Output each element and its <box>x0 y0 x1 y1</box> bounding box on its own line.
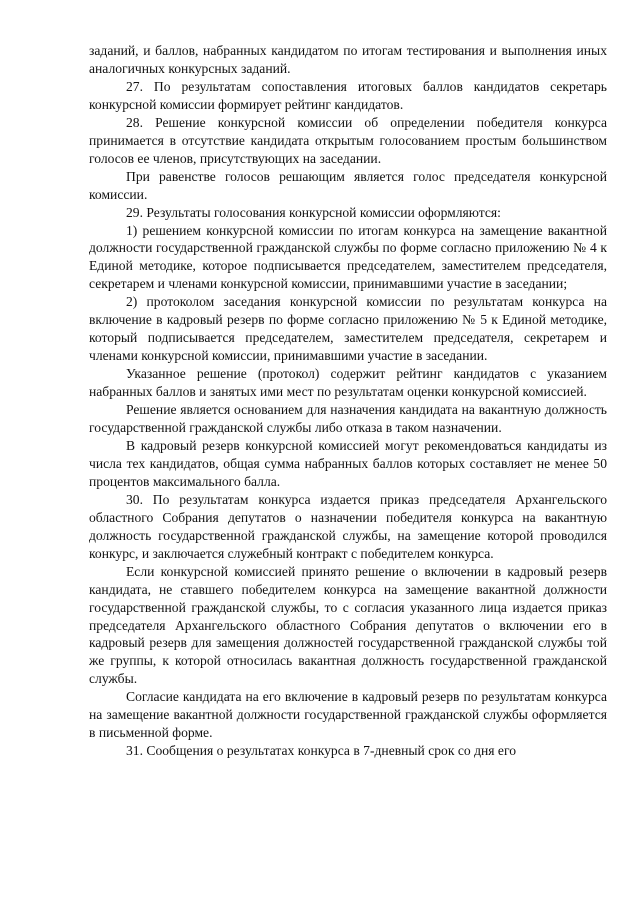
paragraph-rating: Указанное решение (протокол) содержит рейтинг кандидатов с указанием набранных баллов и занятых ими мест по результатам оценки конкурсной комиссией. <box>89 366 607 400</box>
paragraph-27: 27. По результатам сопоставления итоговых баллов кандидатов секретарь конкурсной комиссии формирует рейтинг кандидатов. <box>89 78 607 112</box>
paragraph-28: 28. Решение конкурсной комиссии об определении победителя конкурса принимается в отсутствие кандидата открытым голосованием простым большинством голосов ее членов, присутствующих на заседании. <box>89 114 607 166</box>
paragraph-29-item-1: 1) решением конкурсной комиссии по итогам конкурса на замещение вакантной должности государственной гражданской службы по форме согласно приложению № 4 к Единой методике, которое подписывается председателем, заместителем председателя, секретарем и членами конкурсной комиссии, принимавшими участие в заседании; <box>89 222 607 292</box>
paragraph-29: 29. Результаты голосования конкурсной комиссии оформляются: <box>126 204 501 220</box>
paragraph-30-consent: Согласие кандидата на его включение в кадровый резерв по результатам конкурса на замещение вакантной должности государственной гражданской службы оформляется в письменной форме. <box>89 689 607 741</box>
document-body <box>89 42 607 760</box>
paragraph-decision-basis: Решение является основанием для назначения кандидата на вакантную должность государственной гражданской службы либо отказа в таком назначении. <box>89 402 607 436</box>
paragraph-31: 31. Сообщения о результатах конкурса в 7-дневный срок со дня его <box>126 743 516 759</box>
paragraph-30: 30. По результатам конкурса издается приказ председателя Архангельского областного Собрания депутатов о назначении победителя конкурса на вакантную должность государственной гражданской службы, на замещение которой проводился конкурс, и заключается служебный контракт с победителем конкурса. <box>89 491 607 561</box>
paragraph-reserve-recommendation: В кадровый резерв конкурсной комиссией могут рекомендоваться кандидаты из числа тех кандидатов, общая сумма набранных баллов которых составляет не менее 50 процентов максимального балла. <box>89 437 607 489</box>
paragraph-29-item-2: 2) протоколом заседания конкурсной комиссии по результатам конкурса на включение в кадровый резерв по форме согласно приложению № 5 к Единой методике, который подписывается председателем, заместителем председателя, секретарем и членами конкурсной комиссии, принимавшими участие в заседании. <box>89 294 607 364</box>
paragraph-28-tie-vote: При равенстве голосов решающим является голос председателя конкурсной комиссии. <box>89 168 607 202</box>
paragraph-continuation: заданий, и баллов, набранных кандидатом по итогам тестирования и выполнения иных аналогичных конкурсных заданий. <box>89 43 607 76</box>
paragraph-30-reserve-order: Если конкурсной комиссией принято решение о включении в кадровый резерв кандидата, не ставшего победителем конкурса на замещение вакантной должности государственной гражданской службы, то с согласия указанного лица издается приказ председателя Архангельского областного Собрания депутатов о включении его в кадровый резерв для замещения должностей государственной гражданской службы той же группы, к которой относилась вакантная должность государственной гражданской службы. <box>89 563 607 687</box>
